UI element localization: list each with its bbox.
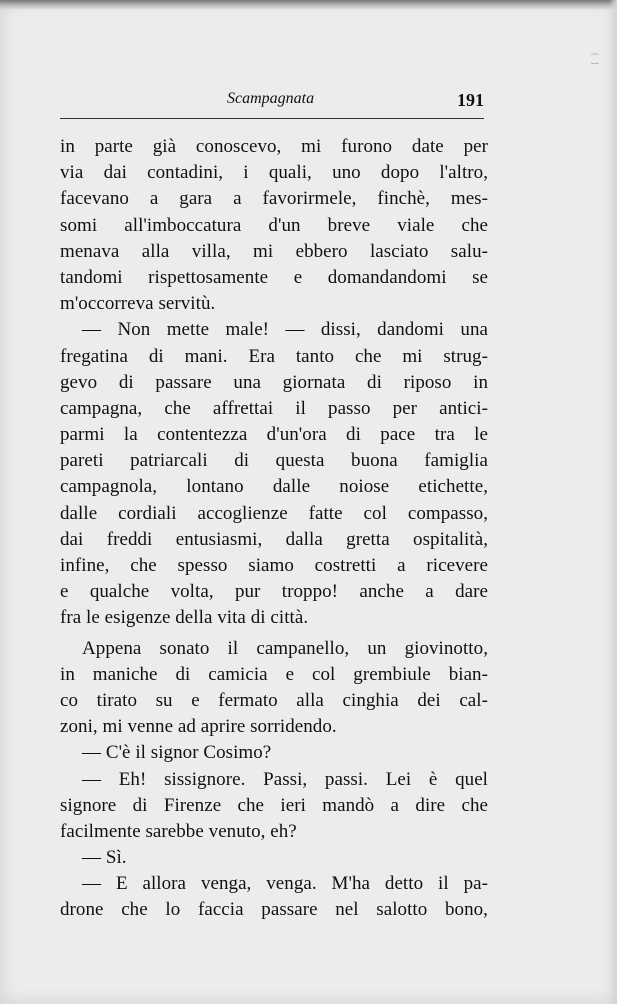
text-line: infine, che spesso siamo costretti a ricevere (60, 555, 488, 576)
text-line: e qualche volta, pur troppo! anche a dare (60, 581, 488, 603)
text-line: — Non mette male! — dissi, dandomi una (82, 319, 488, 341)
text-line: — E allora venga, venga. M'ha detto il pa- (82, 873, 488, 895)
running-title: Scampagnata (227, 90, 315, 107)
text-line: zoni, mi venne ad aprire sorridendo. (60, 716, 337, 738)
text-line: Appena sonato il campanello, un giovinotto, (82, 637, 488, 659)
page-header (60, 88, 484, 122)
text-line: m'occorreva servitù. (60, 293, 216, 315)
text-line: campagnola, lontano dalle noiose etichette, (60, 476, 488, 498)
page-top-edge (0, 0, 617, 10)
text-line: fregatina di mani. Era tanto che mi strug- (60, 345, 488, 367)
text-line: in parte già conoscevo, mi furono date per (60, 136, 488, 157)
text-line: fra le esigenze della vita di città. (60, 607, 309, 629)
text-line: somi all'imboccatura d'un breve viale che (60, 214, 488, 236)
text-line: dalle cordiali accoglienze fatte col compasso, (60, 502, 488, 524)
text-line: gevo di passare una giornata di riposo in (60, 371, 488, 393)
text-line: — Sì. (82, 847, 127, 869)
text-line: via dai contadini, i quali, uno dopo l'altro, (60, 162, 488, 184)
text-line: — Eh! sissignore. Passi, passi. Lei è quel (82, 768, 488, 790)
page-right-edge (609, 0, 617, 1004)
text-line: menava alla villa, mi ebbero lasciato salu- (60, 240, 488, 262)
text-line: co tirato su e fermato alla cinghia dei cal- (60, 689, 488, 711)
text-line: facevano a gara a favorirmele, finchè, mes- (60, 188, 488, 210)
text-line: — C'è il signor Cosimo? (82, 742, 272, 764)
header-rule (60, 118, 484, 119)
body-text (60, 134, 488, 924)
text-line: campagna, che affrettai il passo per antici- (60, 397, 488, 419)
text-line: dai freddi entusiasmi, dalla gretta ospitalità, (60, 528, 488, 550)
text-line: drone che lo faccia passare nel salotto bono, (60, 899, 488, 921)
text-line: signore di Firenze che ieri mandò a dire che (60, 794, 488, 816)
text-line: tandomi rispettosamente e domandandomi se (60, 266, 488, 288)
page-number: 191 (457, 90, 484, 110)
text-line: pareti patriarcali di questa buona famiglia (60, 450, 488, 472)
text-line: facilmente sarebbe venuto, eh? (60, 820, 297, 842)
text-line: parmi la contentezza d'un'ora di pace tra le (60, 424, 488, 446)
text-line: in maniche di camicia e col grembiule bian- (60, 663, 488, 685)
